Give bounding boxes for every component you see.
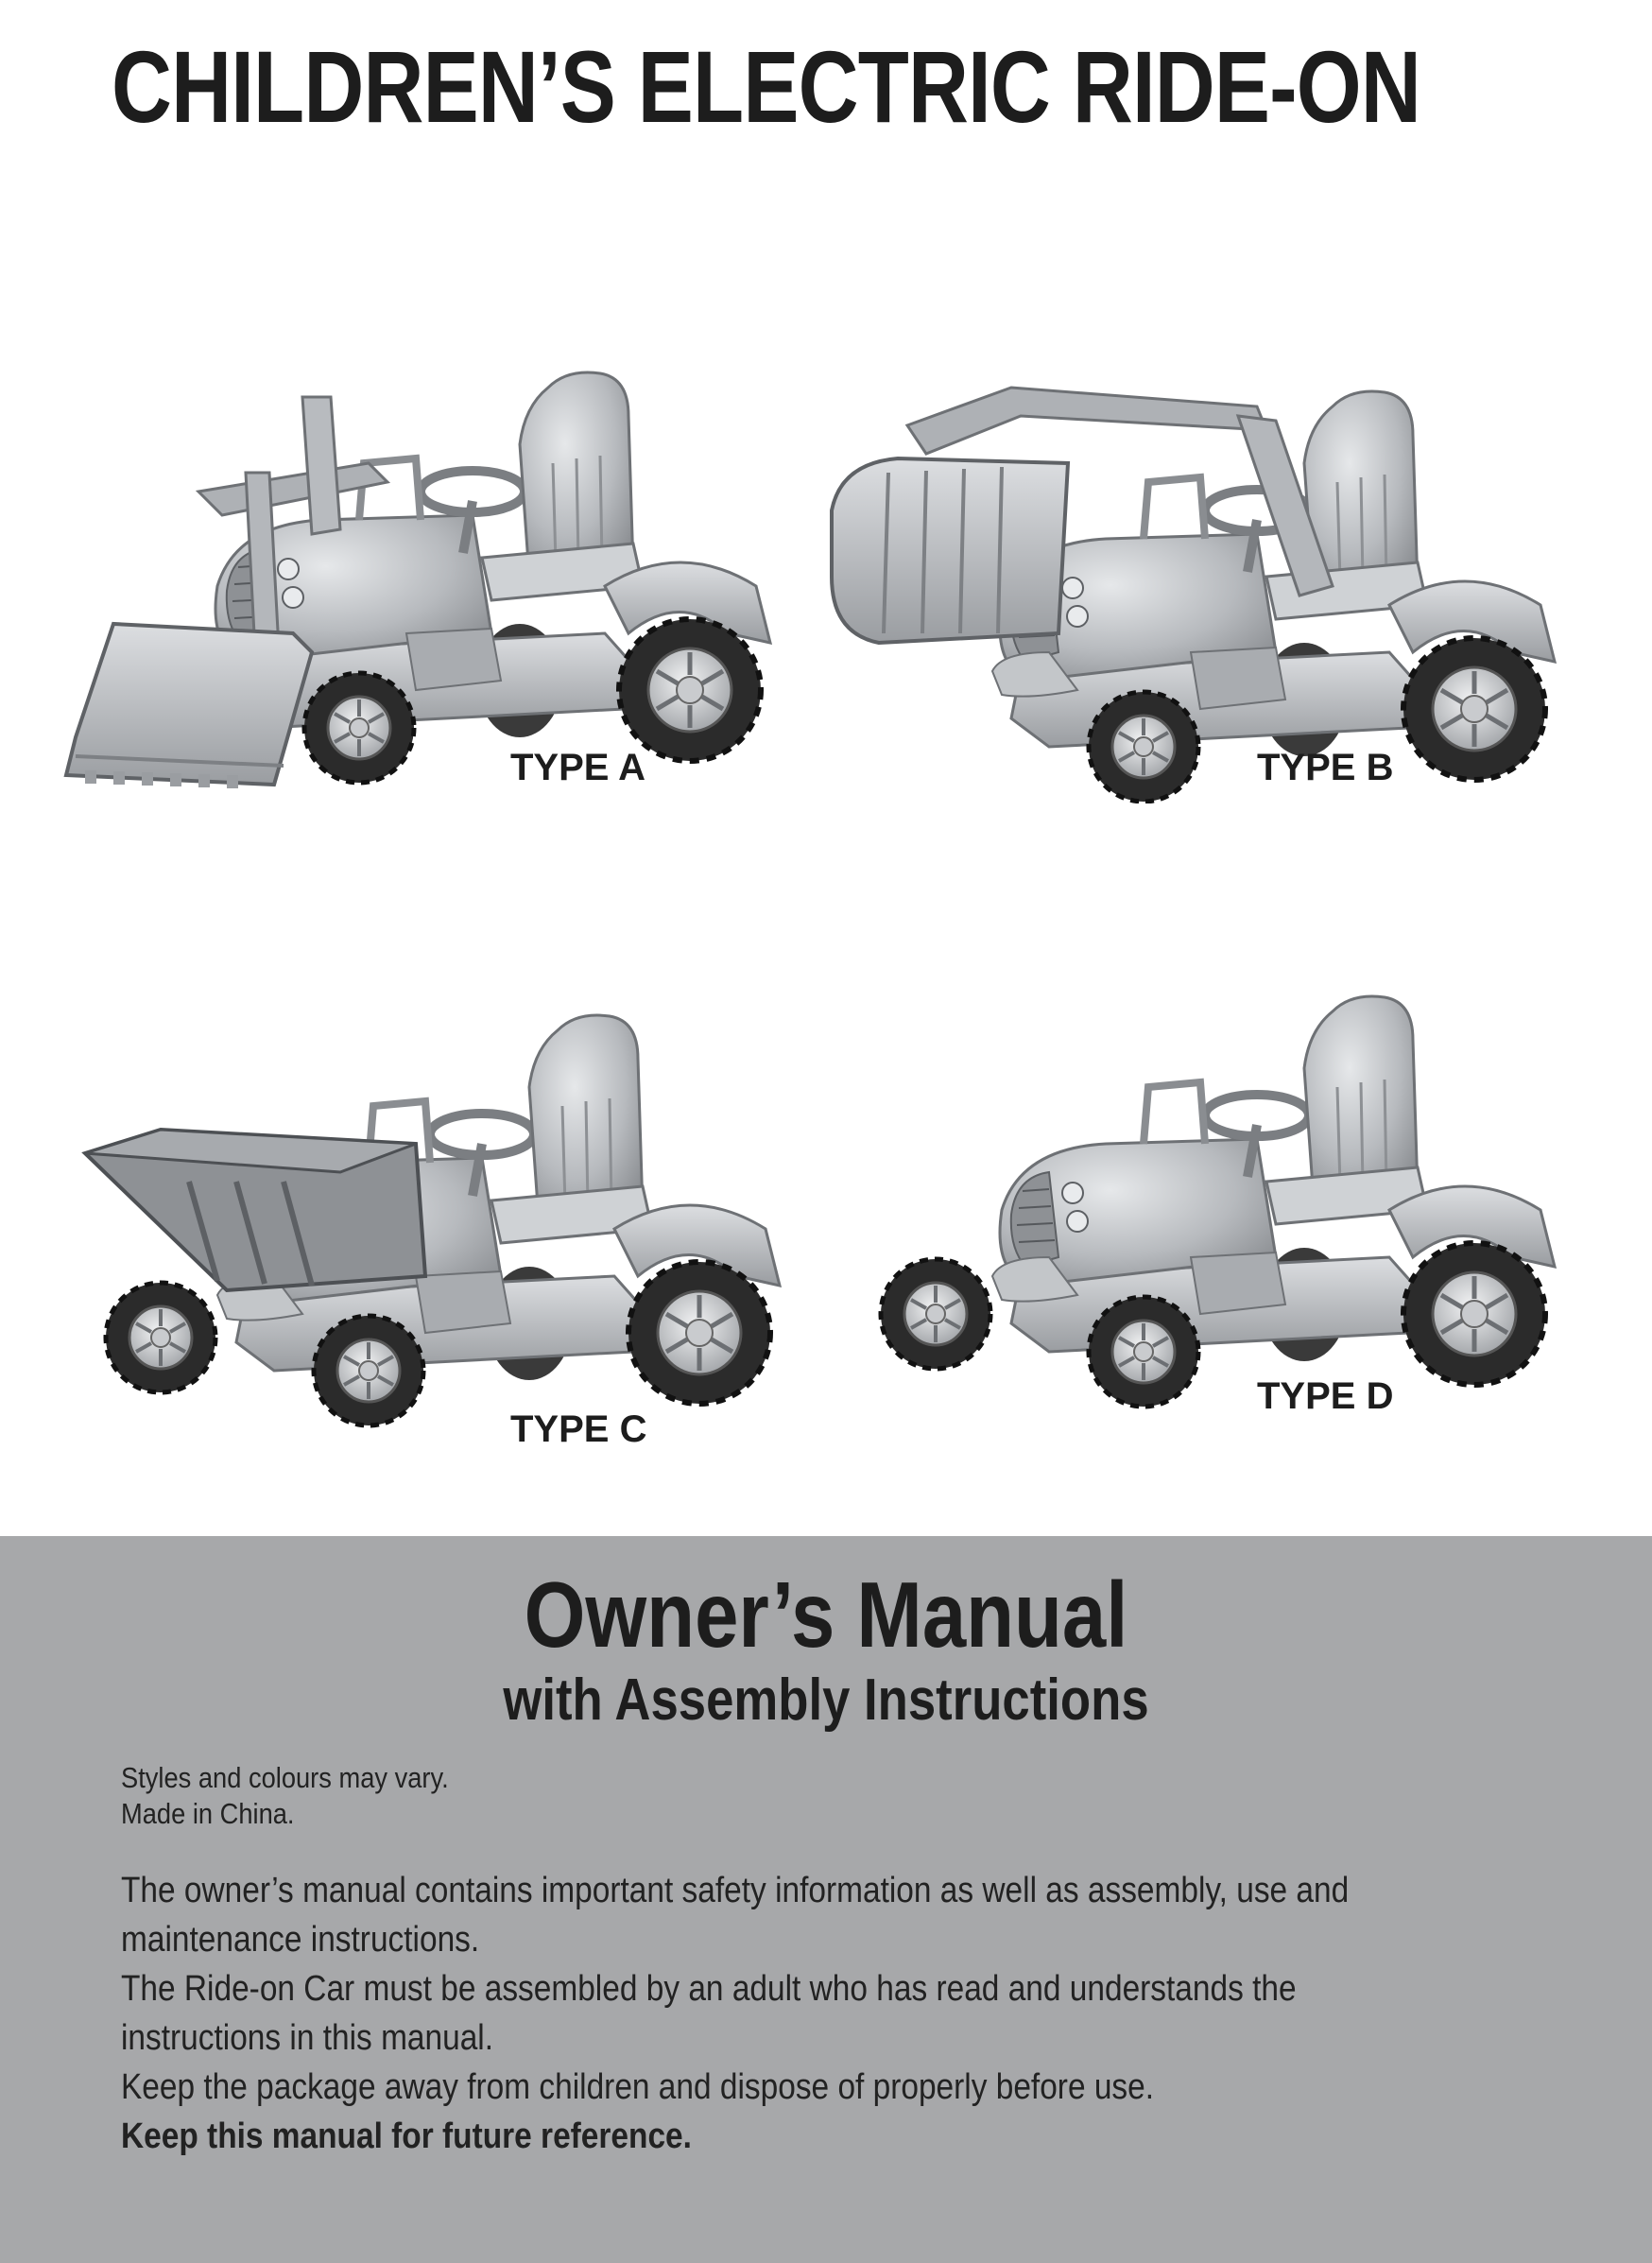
styles-note: Styles and colours may vary. [121, 1761, 449, 1794]
tractor-type-b-illustration [822, 350, 1559, 803]
page-title: CHILDREN’S ELECTRIC RIDE-ON [112, 29, 1421, 144]
origin-note: Made in China. [121, 1797, 295, 1830]
type-d-label: TYPE D [1257, 1375, 1394, 1417]
body-line-1: The owner’s manual contains important safety information as well as assembly, use and [121, 1871, 1350, 1910]
type-a-label: TYPE A [510, 747, 645, 788]
body-line-4: instructions in this manual. [121, 2018, 494, 2058]
tractor-type-d-illustration [851, 945, 1569, 1437]
body-line-3: The Ride-on Car must be assembled by an adult who has read and understands the [121, 1969, 1297, 2009]
keep-manual-note: Keep this manual for future reference. [121, 2116, 692, 2156]
type-b-label: TYPE B [1257, 747, 1394, 788]
manual-title: Owner’s Manual [524, 1563, 1128, 1667]
body-line-5: Keep the package away from children and dispose of properly before use. [121, 2067, 1155, 2107]
tractor-type-c-illustration [57, 964, 794, 1456]
body-line-2: maintenance instructions. [121, 1920, 480, 1960]
tractor-type-a-illustration [57, 340, 794, 794]
type-c-label: TYPE C [510, 1408, 647, 1450]
manual-subtitle: with Assembly Instructions [503, 1667, 1149, 1733]
